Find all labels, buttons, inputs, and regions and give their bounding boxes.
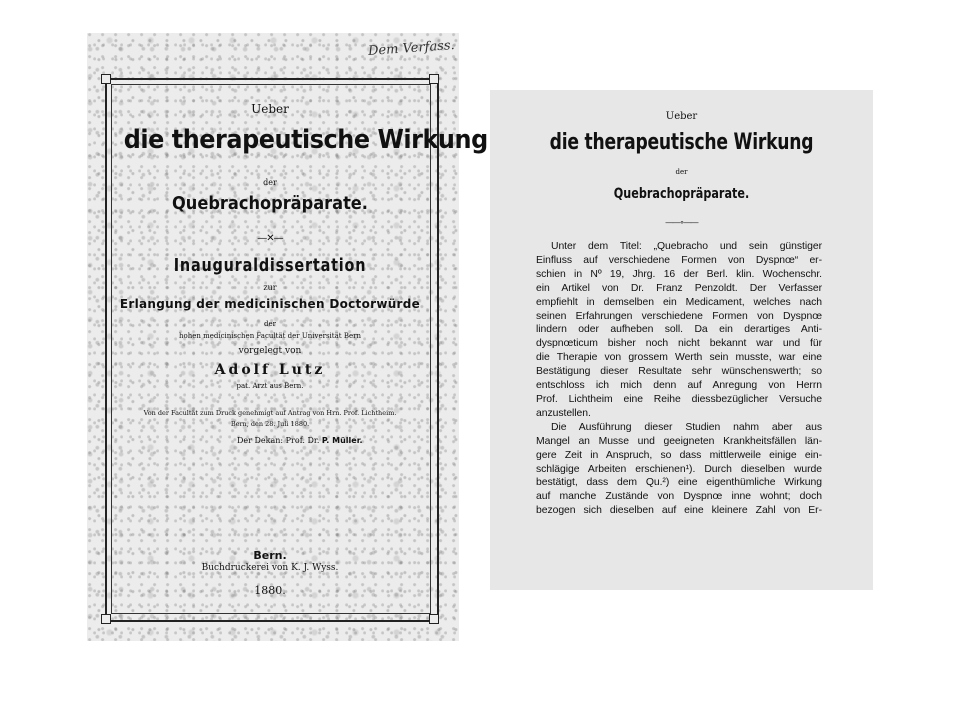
dean-prefix: Der Dekan: Prof. Dr. [237,436,320,445]
text-line: ein Artikel von Dr. Franz Penzoldt. Der Verfasser [536,282,822,294]
dissertation-heading: Inauguraldissertation [173,255,367,276]
border-corner-ornament [429,74,439,84]
text-line: schlägige Arbeiten erschienen¹). Durch dieselben wurde [536,463,822,475]
text-line: schien in Nº 19, Jhrg. 16 der Berl. klin. Wochenschr. [536,268,822,280]
publication-year: 1880. [254,584,286,597]
approval-line: Von der Facultät zum Druck genehmigt auf Antrag von Hrn. Prof. Lichtheim. [143,409,397,417]
border-corner-ornament [101,614,111,624]
text-line: Mangel an Musse und geeigneten Krankheitsfällen län- [536,435,822,447]
body-text [536,240,822,518]
page-ornament: ——∘—— [665,218,698,227]
dean-name: P. Müller. [321,436,363,445]
page-ueber: Ueber [665,111,698,122]
author-name: Adolf Lutz [214,362,326,378]
faculty-line: hohen medicinischen Facultät der Universität Bern [179,332,361,340]
text-line: die Therapie von grossem Werth sein musste, war eine [536,352,822,364]
page-der: der [675,168,688,176]
ornament-divider: —✕— [257,233,283,244]
approval-date: Bern, den 28. Juli 1880. [230,420,310,428]
printer: Buchdruckerei von K. J. Wyss. [201,563,339,573]
handwritten-dedication: Dem Verfass. [367,37,456,60]
text-line: entschloss ich mich denn auf Anregung von Herrn [536,380,822,392]
text-line: Unter dem Titel: „Quebracho und sein günstiger [551,241,822,252]
text-line: Prof. Lichtheim eine Reihe diessbezüglicher Versuche [536,393,822,405]
author-title: pat. Arzt aus Bern. [236,382,304,390]
text-line: anzustellen. [536,407,591,419]
transcribed-page [490,90,873,590]
text-line: Die Ausführung dieser Studien nahm aber aus [551,421,822,433]
text-line: bestätigt, dass dem Qu.²) eine eigenthümliche Wirkung [536,477,822,489]
zur-text: zur [263,283,277,292]
page-title: die therapeutische Wirkung [549,130,814,155]
page-subtitle: Quebrachopräparate. [613,186,750,202]
scanned-title-page [87,33,488,641]
text-line: bezogen sich dieselben auf eine kleinere Zahl von Er- [536,505,822,517]
degree-line: Erlangung der medicinischen Doctorwürde [119,297,421,311]
title-der: der [263,178,277,187]
border-corner-ornament [101,74,111,84]
text-line: dyspnœticum bisher noch nicht bekannt war und für [536,338,822,350]
text-line: Bestätigung dieser Resultate sehr wünschenswerth; so [536,366,822,378]
text-line: auf manche Zustände von Dyspnœ inne wohnt; doch [536,491,822,503]
der-text: der [264,320,276,328]
border-corner-ornament [429,614,439,624]
text-line: lindern oder aufheben soll. Da ein derartiges Anti- [536,324,822,336]
dean-line [237,436,437,445]
text-line: Einfluss auf verschiedene Formen von Dyspnœ“ er- [536,254,822,266]
publication-city: Bern. [253,549,287,562]
text-line: empfiehlt in demselben ein Medicament, welches nach [536,296,822,308]
main-title: die therapeutische Wirkung [123,125,488,155]
subtitle: Quebrachopräparate. [172,193,368,214]
text-line: gere Zeit in Anspruch, so dass mittlerweile einige ein- [536,449,822,461]
title-ueber: Ueber [251,102,289,116]
text-line: seinen Erfahrungen verschiedene Formen von Dyspnœ [536,310,822,322]
submitted-by: vorgelegt von [238,346,302,356]
